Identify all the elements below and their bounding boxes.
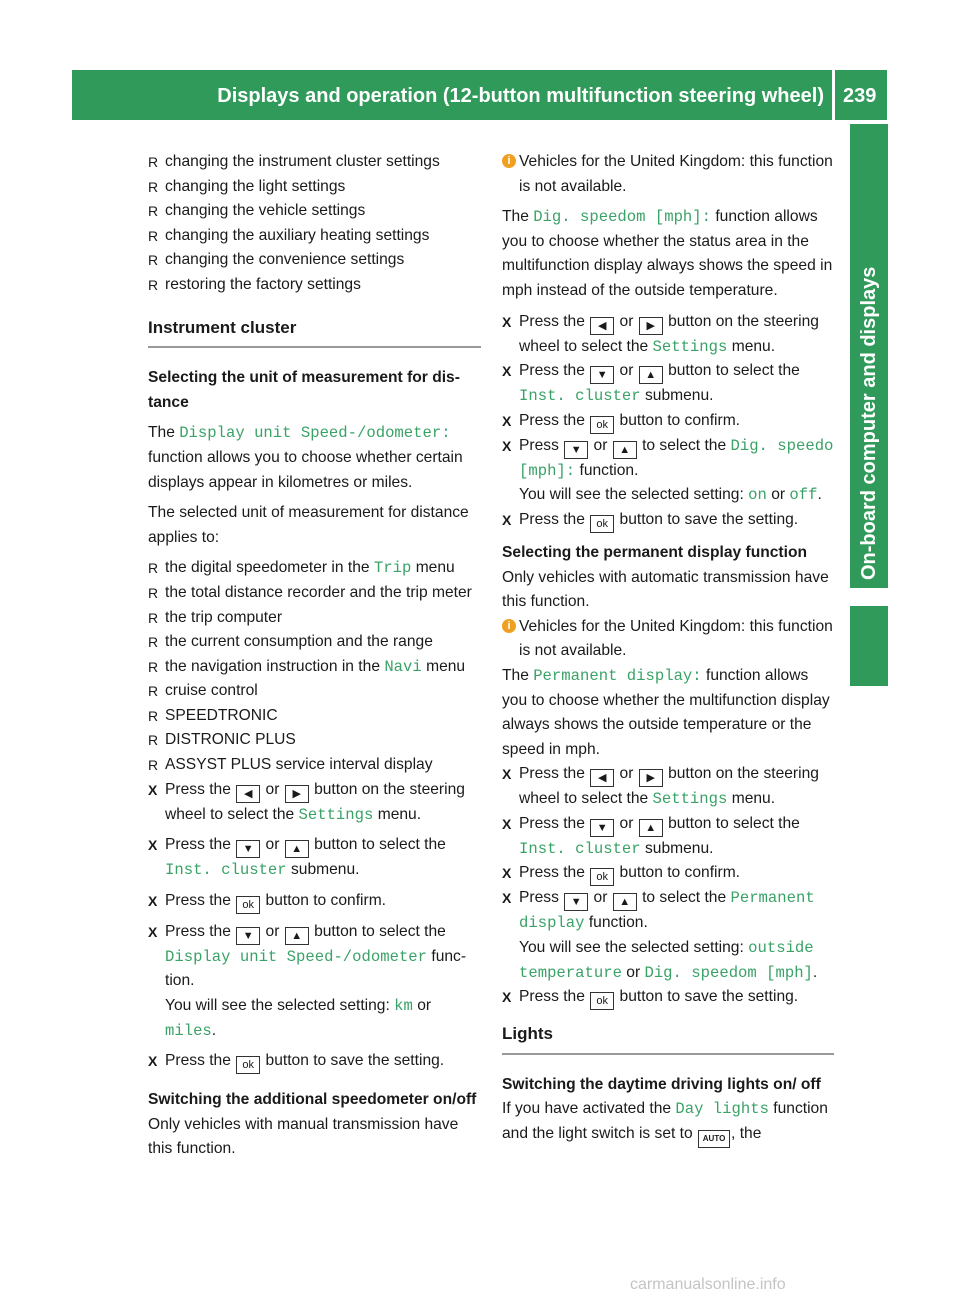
- list-item: R DISTRONIC PLUS: [148, 728, 481, 753]
- menu-term: Display unit Speed-/odometer:: [179, 424, 451, 443]
- info-note: i Vehicles for the United Kingdom: this function is not available.: [502, 150, 834, 199]
- auto-light-switch-icon: AUTO: [698, 1130, 730, 1148]
- side-tab-marker: [850, 606, 888, 686]
- list-item: R restoring the factory settings: [148, 273, 481, 298]
- down-arrow-key-icon: ▼: [236, 927, 260, 945]
- menu-term: Dig. speedom [mph]:: [533, 208, 712, 227]
- right-column: [502, 150, 834, 1148]
- watermark: carmanualsonline.info: [630, 1276, 786, 1293]
- menu-term: Permanent display: [519, 889, 815, 933]
- menu-term: Dig. speedo [mph]:: [519, 436, 834, 480]
- ok-key-icon: ok: [590, 416, 614, 434]
- paragraph: The Display unit Speed-/odometer: function allows you to choose whether certain displays appear in kilometres or miles.: [148, 424, 463, 491]
- menu-term: Permanent display:: [533, 666, 702, 685]
- step: X Press the ok button to save the setting.: [148, 1049, 481, 1074]
- down-arrow-key-icon: ▼: [590, 366, 614, 384]
- menu-term: Day lights: [675, 1100, 769, 1119]
- setting-value: off: [789, 486, 818, 505]
- left-column: [148, 150, 481, 1162]
- list-item: R the navigation instruction in the Navi menu: [148, 655, 481, 680]
- side-tab: [850, 124, 888, 588]
- step: X Press the ▼ or ▲ button to select the Inst. cluster submenu.: [148, 833, 481, 883]
- paragraph: The Permanent display: function allows you to choose whether the multifunction display always shows the outside temperature or the speed in mph.: [502, 666, 830, 758]
- step: X Press the ok button to confirm.: [502, 861, 834, 886]
- menu-term: Navi: [384, 657, 422, 676]
- setting-value: km: [394, 997, 413, 1016]
- up-arrow-key-icon: ▲: [613, 893, 637, 911]
- up-arrow-key-icon: ▲: [613, 441, 637, 459]
- down-arrow-key-icon: ▼: [590, 819, 614, 837]
- down-arrow-key-icon: ▼: [564, 441, 588, 459]
- page-number: 239: [843, 85, 877, 107]
- setting-value: outside temperature: [519, 939, 814, 982]
- up-arrow-key-icon: ▲: [285, 927, 309, 945]
- list-item: R changing the vehicle settings: [148, 199, 481, 224]
- paragraph: Only vehicles with automatic transmission have this function.: [502, 568, 829, 611]
- setting-value: miles: [165, 1021, 212, 1040]
- left-arrow-key-icon: ◀: [590, 317, 614, 335]
- step: X Press the ok button to confirm.: [502, 409, 834, 434]
- menu-term: Settings: [652, 790, 728, 809]
- step: X Press the ▼ or ▲ button to select the Inst. cluster submenu.: [502, 812, 834, 862]
- menu-term: Inst. cluster: [165, 861, 287, 880]
- up-arrow-key-icon: ▲: [285, 840, 309, 858]
- up-arrow-key-icon: ▲: [639, 819, 663, 837]
- info-note: i Vehicles for the United Kingdom: this function is not available.: [502, 615, 834, 664]
- list-item: R changing the instrument cluster settings: [148, 150, 481, 175]
- ok-key-icon: ok: [236, 896, 260, 914]
- list-item: R the trip computer: [148, 606, 481, 631]
- right-arrow-key-icon: ▶: [285, 785, 309, 803]
- ok-key-icon: ok: [236, 1056, 260, 1074]
- down-arrow-key-icon: ▼: [236, 840, 260, 858]
- up-arrow-key-icon: ▲: [639, 366, 663, 384]
- step: X Press the ok button to confirm.: [148, 889, 481, 914]
- list-item: R the total distance recorder and the trip meter: [148, 581, 481, 606]
- menu-term: Settings: [298, 805, 374, 824]
- step: X Press the ◀ or ▶ button on the steering wheel to select the Settings menu.: [502, 762, 834, 812]
- right-arrow-key-icon: ▶: [639, 769, 663, 787]
- step: X Press the ◀ or ▶ button on the steering wheel to select the Settings menu.: [502, 310, 834, 360]
- step: X Press the ◀ or ▶ button on the steering wheel to select the Settings menu.: [148, 778, 481, 828]
- menu-term: Settings: [652, 337, 728, 356]
- list-item: R the current consumption and the range: [148, 630, 481, 655]
- menu-term: Display unit Speed-/odometer: [165, 947, 428, 966]
- paragraph: The Dig. speedom [mph]: function allows you to choose whether the status area in the multifunction display always shows the speed in mph instead of the outside temperature.: [502, 208, 833, 299]
- list-item: R cruise control: [148, 679, 481, 704]
- menu-term: Trip: [373, 559, 412, 578]
- list-item: R the digital speedometer in the Trip menu: [148, 556, 481, 581]
- step: X Press the ok button to save the setting.: [502, 985, 834, 1010]
- setting-value: on: [748, 486, 767, 505]
- menu-term: Inst. cluster: [519, 387, 641, 406]
- list-item: R changing the convenience settings: [148, 248, 481, 273]
- list-item: R changing the light settings: [148, 175, 481, 200]
- paragraph: Only vehicles with manual transmission have this function.: [148, 1115, 459, 1158]
- ok-key-icon: ok: [590, 992, 614, 1010]
- list-item: R ASSYST PLUS service interval display: [148, 753, 481, 778]
- side-tab-label: On-board computer and displays: [858, 266, 880, 580]
- left-arrow-key-icon: ◀: [590, 769, 614, 787]
- subheading-unit: Selecting the unit of measurement for distance: [148, 369, 460, 411]
- paragraph: The selected unit of measurement for distance applies to:: [148, 504, 469, 546]
- menu-term: Inst. cluster: [519, 839, 641, 858]
- paragraph: If you have activated the Day lights function and the light switch is set to AUTO , the: [502, 1097, 834, 1148]
- step: X Press the ok button to save the setting.: [502, 508, 834, 533]
- header-separator: [832, 70, 835, 120]
- step: X Press the ▼ or ▲ button to select the Display unit Speed-/odometer function. You will see the selected setting: km or miles.: [148, 920, 481, 1043]
- list-item: R changing the auxiliary heating settings: [148, 224, 481, 249]
- subheading-daytime-lights: Switching the daytime driving lights on/ off: [502, 1075, 821, 1093]
- subheading-additional-speedometer: Switching the additional speedometer on/off: [148, 1091, 477, 1109]
- ok-key-icon: ok: [590, 515, 614, 533]
- down-arrow-key-icon: ▼: [564, 893, 588, 911]
- step: X Press ▼ or ▲ to select the Dig. speedo [mph]: function. You will see the selected setting: on or off.: [502, 434, 834, 508]
- subheading-permanent-display: Selecting the permanent display function: [502, 543, 807, 561]
- section-heading-lights: Lights: [502, 1022, 834, 1055]
- left-arrow-key-icon: ◀: [236, 785, 260, 803]
- setting-value: Dig. speedom [mph]: [644, 963, 813, 982]
- step: X Press the ▼ or ▲ button to select the Inst. cluster submenu.: [502, 359, 834, 409]
- ok-key-icon: ok: [590, 868, 614, 886]
- right-arrow-key-icon: ▶: [639, 317, 663, 335]
- step: X Press ▼ or ▲ to select the Permanent display function. You will see the selected setting: outside temperature or Dig. speedom [mph].: [502, 886, 834, 985]
- list-item: R SPEEDTRONIC: [148, 704, 481, 729]
- page-header-title: Displays and operation (12-button multifunction steering wheel): [217, 85, 824, 107]
- section-heading-instrument-cluster: Instrument cluster: [148, 316, 481, 349]
